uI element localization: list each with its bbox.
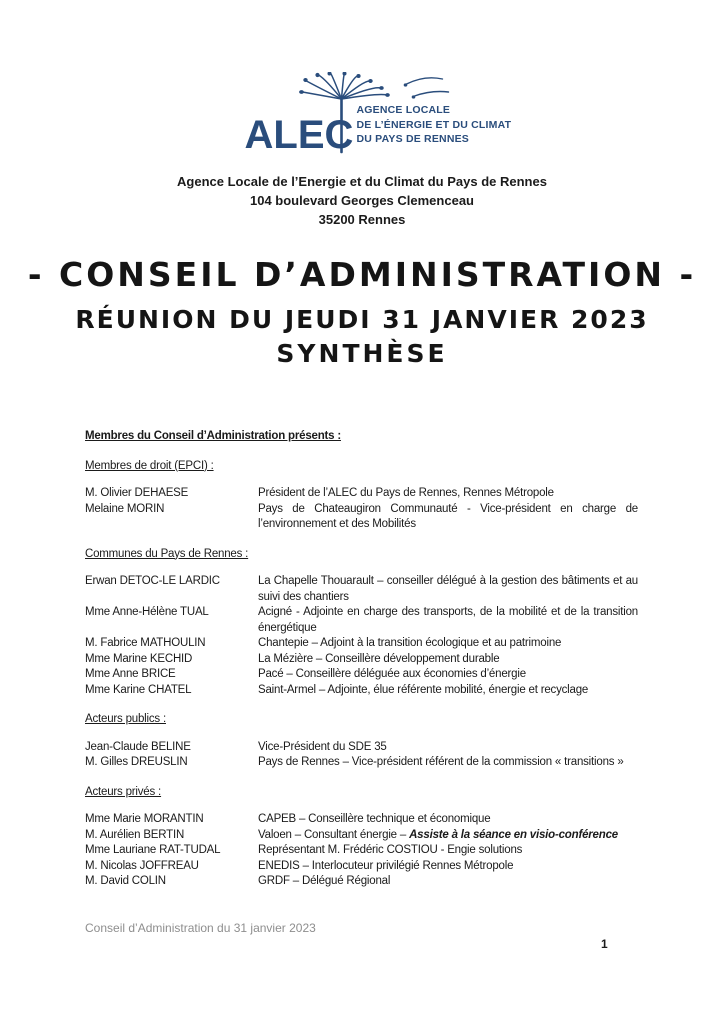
- member-row: [85, 843, 638, 859]
- member-name: M. Gilles DREUSLIN: [85, 756, 188, 768]
- logo-wordmark: ALEC: [244, 113, 354, 157]
- member-name: Erwan DETOC-LE LARDIC: [85, 575, 220, 587]
- document-body: [85, 429, 638, 890]
- member-role: Pays de Rennes – Vice-président référent de la commission « transitions »: [258, 756, 624, 768]
- address-block: [0, 172, 724, 229]
- member-role-emphasis: Assiste à la séance en visio-conférence: [409, 828, 618, 841]
- member-row: [85, 574, 638, 605]
- page-number: 1: [601, 937, 608, 951]
- member-row: [85, 652, 638, 668]
- member-row: [85, 859, 638, 875]
- member-role: Acigné - Adjointe en charge des transports, de la mobilité et de la transition énergétique: [258, 606, 638, 634]
- address-line-street: 104 boulevard Georges Clemenceau: [250, 193, 474, 208]
- section-acteurs-prives: [85, 785, 638, 890]
- title-main: - CONSEIL D’ADMINISTRATION -: [27, 255, 697, 294]
- section-communes: [85, 547, 638, 699]
- logo-tagline-line2: DE L’ÉNERGIE ET DU CLIMAT: [356, 118, 512, 131]
- member-name: M. Nicolas JOFFREAU: [85, 859, 199, 872]
- member-role: La Chapelle Thouarault – conseiller délégué à la gestion des bâtiments et au suivi des chantiers: [258, 575, 638, 603]
- member-row: [85, 812, 638, 828]
- member-name: M. Fabrice MATHOULIN: [85, 637, 206, 649]
- member-name: Jean-Claude BELINE: [85, 740, 191, 753]
- title-synthese: SYNTHÈSE: [276, 339, 448, 368]
- main-heading: Membres du Conseil d’Administration présents :: [85, 430, 341, 442]
- member-role: GRDF – Délégué Régional: [258, 875, 391, 887]
- member-row: [85, 828, 638, 844]
- section-heading: Acteurs privés :: [85, 785, 162, 798]
- member-row: [85, 755, 638, 771]
- member-role: Représentant M. Frédéric COSTIOU - Engie solutions: [258, 844, 523, 856]
- member-row: [85, 667, 638, 683]
- document-title: [0, 252, 724, 371]
- member-row: [85, 740, 638, 756]
- member-role: La Mézière – Conseillère développement durable: [258, 652, 500, 665]
- member-name: Melaine MORIN: [85, 502, 165, 515]
- member-role: Pays de Chateaugiron Communauté - Vice-président en charge de l’environnement et des Mobilités: [258, 502, 638, 530]
- member-row: [85, 605, 638, 636]
- member-name: M. Olivier DEHAESE: [85, 487, 189, 499]
- member-row: [85, 683, 638, 699]
- member-name: Mme Lauriane RAT-TUDAL: [85, 844, 221, 856]
- member-role: Président de l’ALEC du Pays de Rennes, Rennes Métropole: [258, 487, 554, 499]
- member-name: Mme Marine KECHID: [85, 652, 193, 665]
- member-role-text: Valoen – Consultant énergie –: [258, 828, 410, 841]
- title-subtitle: RÉUNION DU JEUDI 31 JANVIER 2023: [75, 305, 649, 334]
- member-row: [85, 486, 638, 502]
- logo-tagline: [357, 103, 512, 147]
- address-line-city: 35200 Rennes: [318, 212, 406, 227]
- member-row: [85, 502, 638, 533]
- member-name: Mme Anne-Hélène TUAL: [85, 606, 209, 618]
- footer-text: Conseil d’Administration du 31 janvier 2023: [85, 921, 316, 935]
- logo-tagline-line3: DU PAYS DE RENNES: [356, 133, 470, 145]
- member-name: Mme Karine CHATEL: [85, 683, 192, 696]
- member-name: M. David COLIN: [85, 875, 166, 887]
- member-role: Saint-Armel – Adjointe, élue référente mobilité, énergie et recyclage: [258, 683, 589, 696]
- address-line-org: Agence Locale de l’Energie et du Climat du Pays de Rennes: [177, 174, 547, 189]
- member-role: Vice-Président du SDE 35: [258, 740, 387, 753]
- member-role: CAPEB – Conseillère technique et économique: [258, 813, 491, 825]
- member-row: [85, 874, 638, 890]
- logo-tagline-line1: AGENCE LOCALE: [356, 104, 451, 116]
- alec-logo: [244, 72, 512, 160]
- section-heading: Acteurs publics :: [85, 713, 166, 725]
- member-name: Mme Marie MORANTIN: [85, 813, 204, 825]
- section-heading: Communes du Pays de Rennes :: [85, 547, 249, 560]
- member-row: [85, 636, 638, 652]
- section-membres-de-droit: [85, 459, 638, 533]
- section-acteurs-publics: [85, 712, 638, 771]
- section-heading: Membres de droit (EPCI) :: [85, 459, 214, 472]
- member-role: Pacé – Conseillère déléguée aux économies d’énergie: [258, 668, 526, 680]
- member-name: M. Aurélien BERTIN: [85, 828, 185, 841]
- member-name: Mme Anne BRICE: [85, 668, 176, 680]
- member-role: ENEDIS – Interlocuteur privilégié Rennes Métropole: [258, 859, 514, 872]
- member-role: Chantepie – Adjoint à la transition écologique et au patrimoine: [258, 637, 562, 649]
- member-role: [258, 828, 638, 844]
